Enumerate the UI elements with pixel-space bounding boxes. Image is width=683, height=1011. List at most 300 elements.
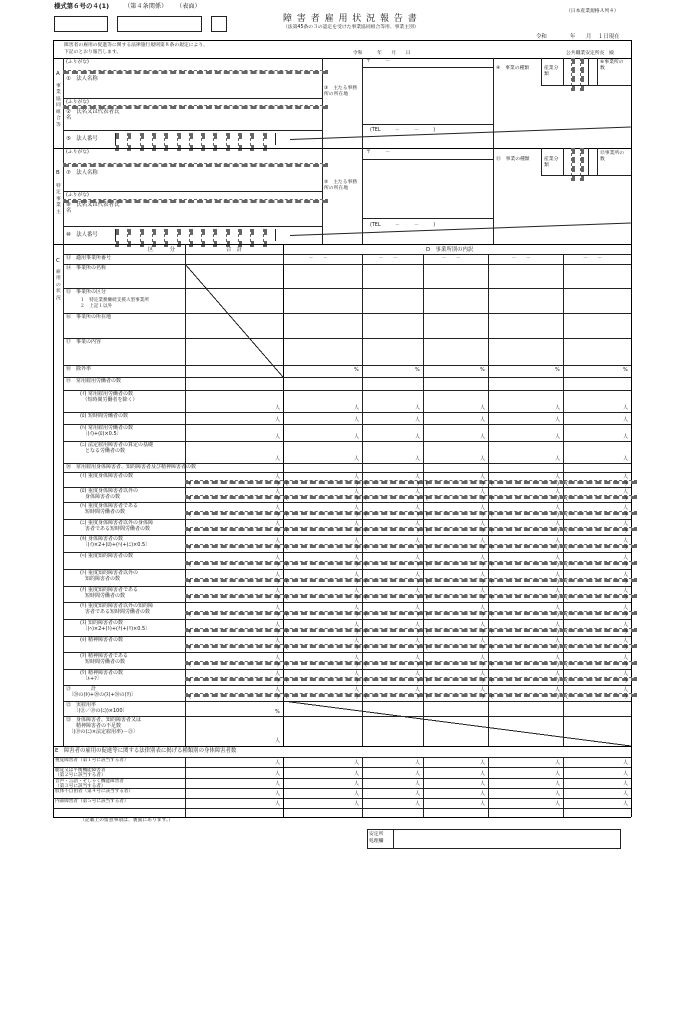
row-label-r19a: (ｲ) 常用雇用労働者の数 （短時間労働者を除く）: [80, 391, 138, 403]
rule-line: [63, 586, 631, 587]
paren-right: ): [557, 480, 559, 487]
a-postal[interactable]: 〒 －: [366, 59, 390, 64]
person-unit: 人: [354, 791, 360, 797]
rule-line: [362, 67, 493, 68]
paren-left: (: [566, 544, 568, 551]
paren-right: ): [625, 611, 627, 618]
paren-left: (: [566, 694, 568, 700]
paren-right: ): [417, 645, 419, 651]
era-label: 令和: [536, 34, 547, 40]
paren-left: (: [426, 544, 428, 551]
paren-left: (: [365, 694, 367, 700]
office-number-cell[interactable]: － －: [308, 256, 328, 261]
rule-line: [63, 98, 322, 99]
section-b-side-label: 特定事業主: [56, 184, 61, 215]
paren-left: (: [189, 595, 191, 601]
person-unit: 人: [354, 456, 360, 462]
person-unit: 人: [480, 537, 486, 544]
person-unit: 人: [275, 554, 281, 561]
paren-left: (: [286, 511, 288, 518]
person-unit: 人: [415, 781, 421, 787]
person-unit: 人: [555, 473, 561, 480]
a-industry-label: 産業分類: [544, 66, 559, 77]
rule-line: [493, 148, 494, 244]
paren-left: (: [286, 495, 288, 502]
row-label-r20b: (ﾛ) 重度身体障害者以外の 身体障害者の数: [80, 488, 138, 500]
person-unit: 人: [555, 604, 561, 611]
row-label-r20a: (ｲ) 重度身体障害者の数: [80, 473, 133, 479]
person-unit: 人: [480, 638, 486, 644]
addressee: 公共職業安定所長 殿: [566, 51, 614, 56]
person-unit: 人: [354, 604, 360, 611]
rule-line: [588, 58, 589, 85]
person-unit: 人: [623, 488, 629, 495]
row-label-r20l: (ｦ) 精神障害者である 短時間労働者の数: [80, 653, 128, 665]
form-side: （表面）: [176, 3, 201, 10]
person-unit: 人: [555, 571, 561, 578]
person-unit: 人: [623, 771, 629, 777]
paren-right: ): [277, 511, 279, 518]
paren-left: (: [491, 561, 493, 568]
rule-line: [63, 338, 631, 339]
rule-line: [63, 377, 631, 378]
person-unit: 人: [480, 671, 486, 677]
office-number-cell[interactable]: － －: [583, 256, 603, 261]
paren-left: (: [566, 628, 568, 635]
rule-line: [53, 808, 631, 809]
rule-line: [631, 40, 632, 817]
person-unit: 人: [555, 781, 561, 787]
paren-right: ): [625, 595, 627, 601]
paren-left: (: [491, 511, 493, 518]
section-e-title: E 障害者の雇用の促進等に関する法律別表に掲げる種類別の身体障害者数: [55, 748, 237, 754]
paren-left: (: [189, 611, 191, 618]
rule-line: [63, 365, 631, 366]
rule-line: [362, 124, 493, 125]
rule-line: [63, 685, 631, 686]
rule-line: [541, 58, 542, 85]
paren-right: ): [356, 678, 358, 684]
person-unit: 人: [354, 554, 360, 561]
paren-left: (: [426, 678, 428, 684]
paren-left: (: [286, 561, 288, 568]
person-unit: 人: [623, 456, 629, 462]
a-rep-name-label: ② 氏名又は代表者氏名: [66, 109, 120, 122]
row-label-r19b: (ﾛ) 短時間労働者の数: [80, 413, 128, 419]
paren-right: ): [277, 694, 279, 700]
paren-left: (: [189, 661, 191, 668]
person-unit: 人: [275, 521, 281, 527]
paren-left: (: [189, 544, 191, 551]
paren-right: ): [625, 661, 627, 668]
rule-line: [580, 58, 584, 91]
person-unit: 人: [555, 687, 561, 693]
paren-right: ): [482, 595, 484, 601]
b-offices-label: ⑫事業所の数: [600, 151, 624, 162]
row-label-r15b: ２ 上記１以外: [80, 304, 113, 309]
rule-line: [185, 757, 186, 817]
person-unit: 人: [415, 473, 421, 480]
row-label-r18: ⑱ 除外率: [66, 366, 92, 372]
person-unit: 人: [555, 588, 561, 594]
person-unit: 人: [275, 488, 281, 495]
rule-line: [362, 148, 363, 244]
paren-right: ): [557, 661, 559, 668]
paren-left: (: [426, 661, 428, 668]
rule-line: [185, 693, 637, 697]
paren-left: (: [566, 561, 568, 568]
rule-line: [185, 677, 637, 681]
paren-right: ): [417, 628, 419, 635]
paren-left: (: [365, 561, 367, 568]
person-unit: 人: [354, 405, 360, 411]
rule-line: [53, 788, 631, 789]
paren-left: (: [286, 628, 288, 635]
rule-line: [185, 527, 637, 531]
office-number-cell[interactable]: － －: [511, 256, 531, 261]
office-processing-box[interactable]: [367, 829, 621, 849]
paren-right: ): [356, 645, 358, 651]
section-b-letter: B: [56, 170, 60, 176]
paren-right: ): [482, 628, 484, 635]
person-unit: 人: [275, 771, 281, 777]
paren-left: (: [365, 495, 367, 502]
person-unit: 人: [480, 604, 486, 611]
paren-right: ): [625, 495, 627, 502]
paren-right: ): [417, 611, 419, 618]
paren-left: (: [286, 595, 288, 601]
paren-right: ): [277, 595, 279, 601]
paren-left: (: [286, 528, 288, 534]
row-label-r19: ⑲ 常用雇用労働者の数: [66, 378, 122, 384]
paren-left: (: [286, 661, 288, 668]
person-unit: 人: [555, 456, 561, 462]
person-unit: 人: [354, 760, 360, 766]
paren-left: (: [189, 528, 191, 534]
standard-label: （日本産業規格Ａ列４）: [566, 9, 619, 14]
person-unit: 人: [480, 801, 486, 807]
person-unit: 人: [354, 434, 360, 440]
person-unit: 人: [623, 554, 629, 561]
rule-line: [362, 757, 363, 817]
section-e-row-label: 聴覚又は平衡機能障害者 （第２号に該当する者）: [55, 768, 106, 779]
paren-left: (: [365, 578, 367, 585]
section-c-letter: C: [56, 258, 60, 264]
rule-line: [63, 487, 631, 488]
paren-left: (: [365, 528, 367, 534]
rule-line: [185, 628, 637, 632]
paren-left: (: [426, 578, 428, 585]
person-unit: 人: [415, 687, 421, 693]
person-unit: 人: [555, 801, 561, 807]
person-unit: 人: [415, 521, 421, 527]
paren-right: ): [482, 495, 484, 502]
person-unit: 人: [555, 434, 561, 440]
section-e-row-label: 音声・言語・そしゃく機能障害者 （第３号に該当する者）: [55, 779, 124, 790]
paren-right: ): [482, 661, 484, 668]
rule-line: [63, 619, 631, 620]
b-postal[interactable]: 〒 －: [366, 150, 390, 155]
rule-line: [362, 58, 363, 148]
paren-right: ): [557, 561, 559, 568]
paren-right: ): [417, 528, 419, 534]
person-unit: 人: [354, 504, 360, 511]
form-id: 様式第６号の４(1): [54, 2, 110, 10]
rule-line: [493, 58, 494, 148]
paren-left: (: [426, 628, 428, 635]
person-unit: 人: [415, 504, 421, 511]
paren-right: ): [277, 678, 279, 684]
a-corp-no-label: ⑤ 法人番号: [66, 136, 98, 142]
paren-left: (: [491, 628, 493, 635]
person-unit: 人: [555, 654, 561, 661]
rule-line: [362, 218, 493, 219]
paren-left: (: [286, 694, 288, 700]
paren-left: (: [566, 480, 568, 487]
paren-right: ): [482, 611, 484, 618]
a-furigana-1: (ふりがな): [66, 60, 89, 65]
paren-left: (: [566, 578, 568, 585]
row-label-r20g: (ﾄ) 重度知的障害者以外の 知的障害者の数: [80, 570, 138, 582]
person-unit: 人: [623, 760, 629, 766]
paren-right: ): [277, 544, 279, 551]
person-unit: 人: [555, 405, 561, 411]
row-label-r20h: (ﾁ) 重度知的障害者である 短時間労働者の数: [80, 587, 138, 599]
person-unit: 人: [623, 654, 629, 661]
rule-line: [63, 199, 328, 203]
rule-line: [275, 229, 276, 241]
row-label-r19c: (ﾊ) 常用雇用労働者の数 〔(ｲ)+(ﾛ)×0.5〕: [80, 425, 133, 437]
person-unit: 人: [415, 771, 421, 777]
b-biz-type-label: ⑪ 事業の種類: [496, 157, 530, 162]
page-subtitle: （法第45条の３の認定を受けた事業協同組合等用、事業主別）: [283, 25, 419, 30]
paren-right: ): [625, 528, 627, 534]
rule-line: [563, 148, 564, 175]
b-furigana-2: (ふりがな): [66, 193, 89, 198]
rule-line: [423, 254, 424, 746]
rule-line: [53, 40, 631, 41]
rule-line: [53, 767, 631, 768]
paren-left: (: [426, 645, 428, 651]
person-unit: 人: [354, 801, 360, 807]
a-biz-type-label: ④ 事業の種類: [496, 66, 530, 71]
paren-left: (: [566, 595, 568, 601]
person-unit: 人: [275, 456, 281, 462]
person-unit: 人: [415, 554, 421, 561]
person-unit: 人: [415, 405, 421, 411]
rule-line: [563, 254, 564, 746]
rule-line: [185, 644, 637, 648]
rule-line: [63, 254, 631, 255]
paren-left: (: [286, 544, 288, 551]
page-title: 障 害 者 雇 用 状 況 報 告 書: [283, 14, 418, 24]
office-number-box-2[interactable]: [117, 16, 202, 32]
paren-right: ): [625, 480, 627, 487]
paren-right: ): [482, 694, 484, 700]
person-unit: 人: [275, 687, 281, 693]
rule-line: [63, 552, 631, 553]
person-unit: 人: [415, 791, 421, 797]
paren-right: ): [277, 611, 279, 618]
person-unit: 人: [480, 488, 486, 495]
person-unit: 人: [275, 801, 281, 807]
person-unit: 人: [415, 604, 421, 611]
row-label-r20e: (ﾎ) 身体障害者の数 〔(ｲ)×2+(ﾛ)+(ﾊ)+(ﾆ)×0.5〕: [80, 536, 151, 548]
person-unit: 人: [555, 504, 561, 511]
person-unit: 人: [555, 621, 561, 628]
person-unit: 人: [480, 771, 486, 777]
paren-left: (: [189, 645, 191, 651]
paren-right: ): [482, 678, 484, 684]
paren-left: (: [189, 628, 191, 635]
intro-line-2: 下記のとおり報告します。: [64, 50, 122, 55]
person-unit: 人: [354, 654, 360, 661]
paren-left: (: [426, 561, 428, 568]
paren-right: ): [417, 495, 419, 502]
as-of-day: １日現在: [598, 34, 620, 40]
rule-line: [53, 778, 631, 779]
rule-line: [63, 264, 631, 265]
rule-line: [53, 746, 631, 747]
paren-right: ): [277, 661, 279, 668]
person-unit: 人: [275, 504, 281, 511]
a-address-label: ③ 主たる事務所の所在地: [324, 86, 358, 97]
person-unit: 人: [415, 537, 421, 544]
office-number-box-1[interactable]: [54, 16, 108, 32]
person-unit: 人: [623, 417, 629, 423]
person-unit: 人: [480, 791, 486, 797]
b-address-label: ⑨ 主たる事務所の所在地: [324, 180, 358, 191]
paren-right: ): [417, 544, 419, 551]
rule-line: [53, 40, 54, 817]
row-label-r20: ⑳ 常用雇用身体障害者、知的障害者及び精神障害者の数: [66, 464, 197, 470]
person-unit: 人: [354, 473, 360, 480]
rule-line: [63, 130, 322, 131]
paren-left: (: [426, 694, 428, 700]
office-number-cell[interactable]: － －: [441, 256, 461, 261]
person-unit: 人: [415, 571, 421, 578]
section-e-row-label: 肢体不自由者（第４号に該当する者）: [55, 789, 134, 794]
person-unit: 人: [480, 781, 486, 787]
paren-left: (: [491, 495, 493, 502]
rule-line: [185, 544, 637, 548]
paren-left: (: [286, 578, 288, 585]
paren-right: ): [356, 578, 358, 585]
paren-right: ): [482, 480, 484, 487]
person-unit: 人: [275, 604, 281, 611]
breakdown-strike: [283, 701, 631, 746]
paren-left: (: [365, 511, 367, 518]
rule-line: [283, 757, 284, 817]
a-corp-name-label: ① 法人名称: [66, 76, 98, 82]
rule-line: [571, 58, 575, 91]
row-label-r20j: (ﾇ) 知的障害者の数 〔(ﾍ)×2+(ﾄ)+(ﾁ)+(ﾘ)×0.5〕: [80, 620, 151, 632]
person-unit: 人: [275, 537, 281, 544]
paren-left: (: [491, 528, 493, 534]
person-unit: 人: [275, 473, 281, 480]
office-number-cell[interactable]: － －: [378, 256, 398, 261]
rule-line: [283, 254, 284, 264]
paren-right: ): [356, 595, 358, 601]
percent-unit: %: [623, 367, 628, 373]
a-offices-label: ⑥事業所の数: [600, 60, 624, 71]
person-unit: 人: [480, 434, 486, 440]
person-unit: 人: [415, 588, 421, 594]
person-unit: 人: [623, 604, 629, 611]
percent-unit: %: [354, 367, 359, 373]
paren-left: (: [189, 511, 191, 518]
person-unit: 人: [623, 473, 629, 480]
b-corp-name-label: ⑦ 法人名称: [66, 170, 98, 176]
person-unit: 人: [415, 760, 421, 766]
paren-left: (: [189, 678, 191, 684]
paren-left: (: [566, 661, 568, 668]
paren-right: ): [356, 694, 358, 700]
paren-right: ): [557, 645, 559, 651]
paren-right: ): [417, 694, 419, 700]
person-unit: 人: [275, 638, 281, 644]
person-unit: 人: [480, 571, 486, 578]
rule-line: [185, 480, 637, 484]
person-unit: 人: [555, 554, 561, 561]
office-number-box-3[interactable]: [211, 16, 227, 32]
paren-right: ): [557, 628, 559, 635]
rule-line: [275, 133, 276, 145]
paren-right: ): [277, 561, 279, 568]
paren-right: ): [482, 544, 484, 551]
rule-line: [185, 594, 637, 598]
paren-right: ): [277, 495, 279, 502]
paren-left: (: [189, 480, 191, 487]
person-unit: 人: [415, 638, 421, 644]
paren-right: ): [557, 578, 559, 585]
paren-right: ): [557, 595, 559, 601]
paren-right: ): [417, 661, 419, 668]
paren-left: (: [189, 694, 191, 700]
person-unit: 人: [354, 671, 360, 677]
paren-left: (: [365, 611, 367, 618]
rule-line: [563, 757, 564, 817]
b-furigana-1: (ふりがな): [66, 150, 89, 155]
rule-line: [541, 85, 631, 86]
b-tel[interactable]: (TEL － － ): [370, 223, 436, 228]
rule-line: [563, 58, 564, 85]
rule-line: [63, 412, 631, 413]
person-unit: 人: [415, 417, 421, 423]
rule-line: [63, 226, 322, 227]
intro-line-1: 障害者の雇用の促進等に関する法律施行規則第８条の規定により、: [64, 43, 208, 48]
a-tel[interactable]: (TEL － － ): [370, 128, 436, 133]
paren-left: (: [566, 611, 568, 618]
rule-line: [63, 244, 64, 746]
paren-left: (: [491, 661, 493, 668]
rule-line: [63, 313, 631, 314]
person-unit: 人: [415, 671, 421, 677]
paren-right: ): [557, 544, 559, 551]
row-label-r20k: (ﾙ) 精神障害者の数: [80, 637, 123, 643]
person-unit: 人: [555, 417, 561, 423]
person-unit: 人: [354, 537, 360, 544]
rule-line: [63, 288, 631, 289]
percent-unit: %: [275, 709, 280, 715]
person-unit: 人: [623, 504, 629, 511]
paren-left: (: [566, 528, 568, 534]
rule-line: [53, 757, 631, 758]
report-date[interactable]: 令和 年 月 日: [353, 51, 411, 56]
paren-right: ): [356, 661, 358, 668]
paren-right: ): [557, 528, 559, 534]
rule-line: [63, 105, 328, 109]
